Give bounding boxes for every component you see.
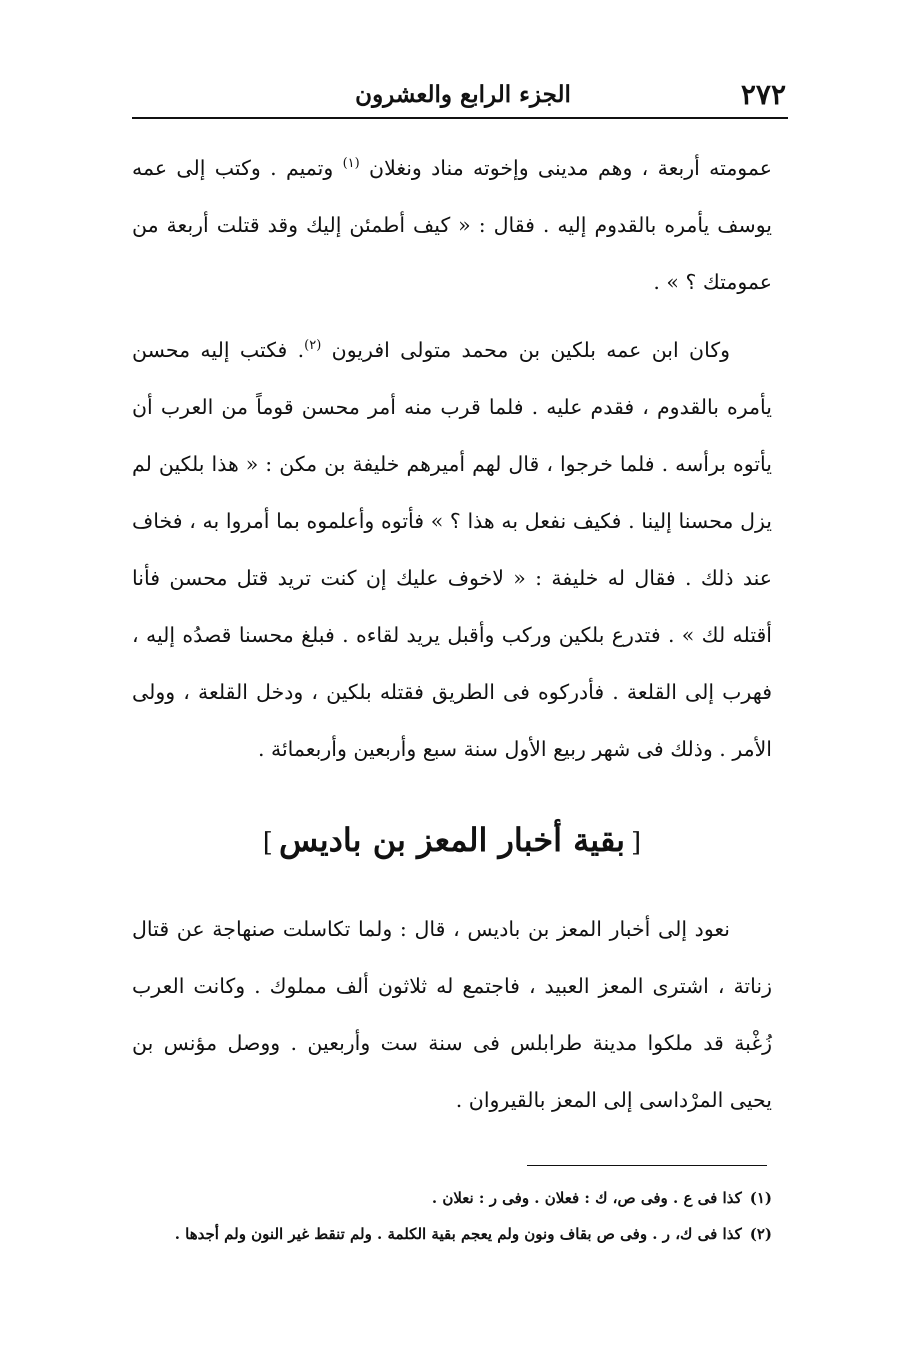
heading-open-bracket: [ bbox=[631, 828, 642, 858]
header-rule bbox=[132, 117, 788, 119]
paragraph-1 bbox=[132, 140, 772, 311]
section-heading bbox=[132, 812, 772, 871]
paragraph-1-part-a: عمومته أربعة ، وهم مدينى وإخوته مناد ونغلان bbox=[369, 156, 772, 180]
body-text bbox=[132, 140, 772, 1129]
footnote-2-text: كذا فى ك، ر . وفى ص بقاف ونون ولم يعجم بقية الكلمة . ولم تنقط غير النون ولم أجدها . bbox=[174, 1225, 742, 1243]
heading-text: بقية أخبار المعز بن باديس bbox=[278, 821, 626, 859]
paragraph-2-part-a: وكان ابن عمه بلكين بن محمد متولى افريون bbox=[331, 338, 730, 362]
running-title: الجزء الرابع والعشرون bbox=[355, 80, 571, 108]
heading-close-bracket: ] bbox=[262, 828, 273, 858]
running-head bbox=[132, 72, 788, 116]
footnote-rule bbox=[527, 1165, 767, 1166]
footnote-1-number: (١) bbox=[749, 1189, 772, 1207]
footnote-2 bbox=[132, 1216, 772, 1252]
footnotes bbox=[132, 1180, 772, 1252]
footnote-ref-2: (٢) bbox=[304, 338, 322, 354]
footnote-1 bbox=[132, 1180, 772, 1216]
page-number: ٢٧٢ bbox=[740, 77, 786, 111]
footnote-1-text: كذا فى ع . وفى ص، ك : فعلان . وفى ر : نعلان . bbox=[431, 1189, 742, 1207]
paragraph-1-part-b: وتميم . وكتب إلى عمه يوسف يأمره بالقدوم إليه . فقال : « كيف أطمئن إليك وقد قتلت أربعة من عمومتك ؟ » . bbox=[132, 156, 772, 294]
footnote-ref-1: (١) bbox=[342, 156, 360, 172]
paragraph-3: نعود إلى أخبار المعز بن باديس ، قال : ولما تكاسلت صنهاجة عن قتال زناتة ، اشترى المعز العبيد ، فاجتمع له ثلاثون ألف مملوك . وكانت العرب زُغْبة قد ملكوا مدينة طرابلس فى سنة ست وأربعين . ووصل مؤنس بن يحيى المرْداسى إلى المعز بالقيروان . bbox=[132, 917, 772, 1112]
paragraph-2-part-b: . فكتب إليه محسن يأمره بالقدوم ، فقدم عليه . فلما قرب منه أمر محسن قوماً من العرب أن يأتوه برأسه . فلما خرجوا ، قال لهم أميرهم خليفة بن مكن : « هذا بلكين لم يزل محسنا إلينا . فكيف نفعل به هذا ؟ » فأتوه وأعلموه بما أمروا به ، فخاف عند ذلك . فقال له خليفة : « لاخوف عليك إن كنت تريد قتل محسن فأنا أقتله لك » . فتدرع بلكين وركب وأقبل يريد لقاءه . فبلغ محسنا قصدُه إليه ، فهرب إلى القلعة . فأدركوه فى الطريق فقتله بلكين ، ودخل القلعة ، وولى الأمر . وذلك فى شهر ربيع الأول سنة سبع وأربعين وأربعمائة . bbox=[132, 338, 772, 761]
footnote-2-number: (٢) bbox=[749, 1225, 772, 1243]
paragraph-2 bbox=[132, 322, 772, 778]
